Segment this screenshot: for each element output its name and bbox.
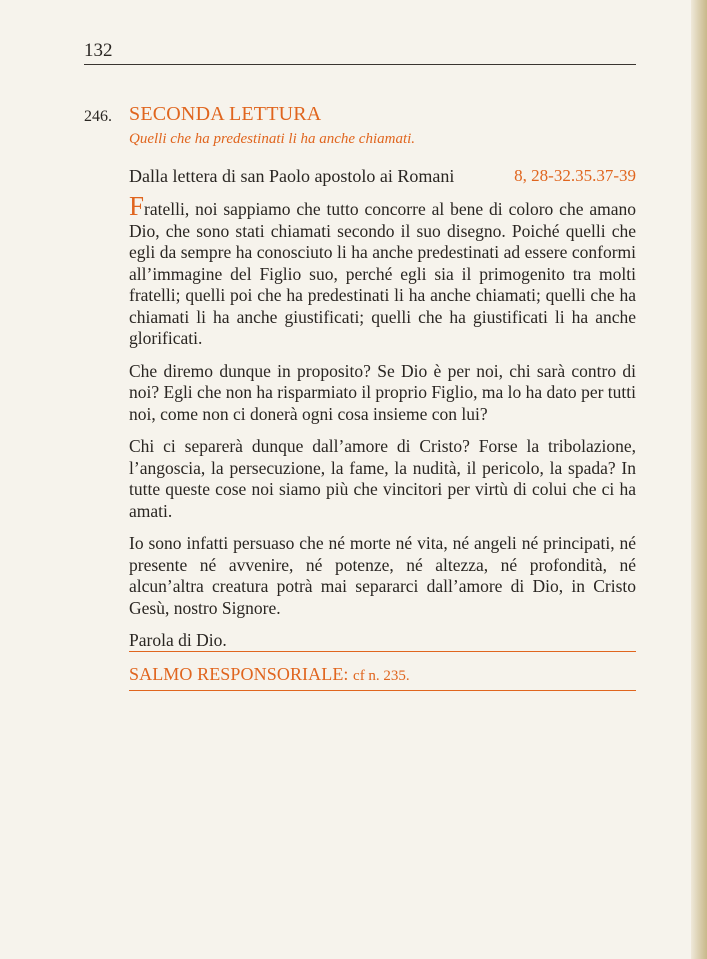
reading-number: 246. — [84, 108, 112, 125]
psalm-reference: cf n. 235. — [353, 668, 410, 684]
psalm-title: SALMO RESPONSORIALE: — [129, 664, 349, 684]
psalm-top-rule — [129, 651, 636, 652]
psalm-line — [129, 664, 410, 686]
page-edge — [691, 0, 707, 959]
psalm-bottom-rule — [129, 690, 636, 691]
header-rule — [84, 64, 636, 65]
page-number: 132 — [84, 40, 113, 61]
reading-reference: 8, 28-32.35.37-39 — [514, 166, 636, 185]
paragraph: Che diremo dunque in proposito? Se Dio è per noi, chi sarà contro di noi? Egli che non ha risparmiato il proprio Figlio, ma lo ha dato per tutti noi, come non ci donerà ogni cosa insieme con lui? — [129, 360, 636, 424]
paragraph-text: ratelli, noi sappiamo che tutto concorre al bene di coloro che amano Dio, che sono stati chiamati secondo il suo disegno. Poiché quelli che egli da sempre ha conosciuto li ha anche predestinati ad essere conformi all’immagine del Figlio suo, perché egli sia il primogenito tra molti fratelli; quelli poi che ha predestinati li ha anche chiamati; quelli che ha chiamati li ha anche giustificati; quelli che ha giustificati li ha anche glorificati. — [129, 199, 636, 348]
paragraph — [129, 191, 636, 350]
drop-cap: F — [129, 191, 145, 221]
paragraph: Io sono infatti persuaso che né morte né vita, né angeli né principati, né presente né avvenire, né potenze, né altezza, né profondità, né alcun’altra creatura potrà mai separarci dall’amore di Dio, in Cristo Gesù, nostro Signore. — [129, 533, 636, 618]
paragraph: Chi ci separerà dunque dall’amore di Cristo? Forse la tribolazione, l’angoscia, la persecuzione, la fame, la nudità, il pericolo, la spada? In tutte queste cose noi siamo più che vincitori per virtù di colui che ci ha amati. — [129, 436, 636, 521]
reading-title: SECONDA LETTURA — [129, 103, 322, 125]
reading-body — [129, 191, 636, 652]
reading-subtitle: Quelli che ha predestinati li ha anche chiamati. — [129, 131, 416, 147]
reading-source-line — [129, 166, 636, 186]
reading-source: Dalla lettera di san Paolo apostolo ai Romani — [129, 166, 455, 186]
closing-formula: Parola di Dio. — [129, 630, 227, 650]
